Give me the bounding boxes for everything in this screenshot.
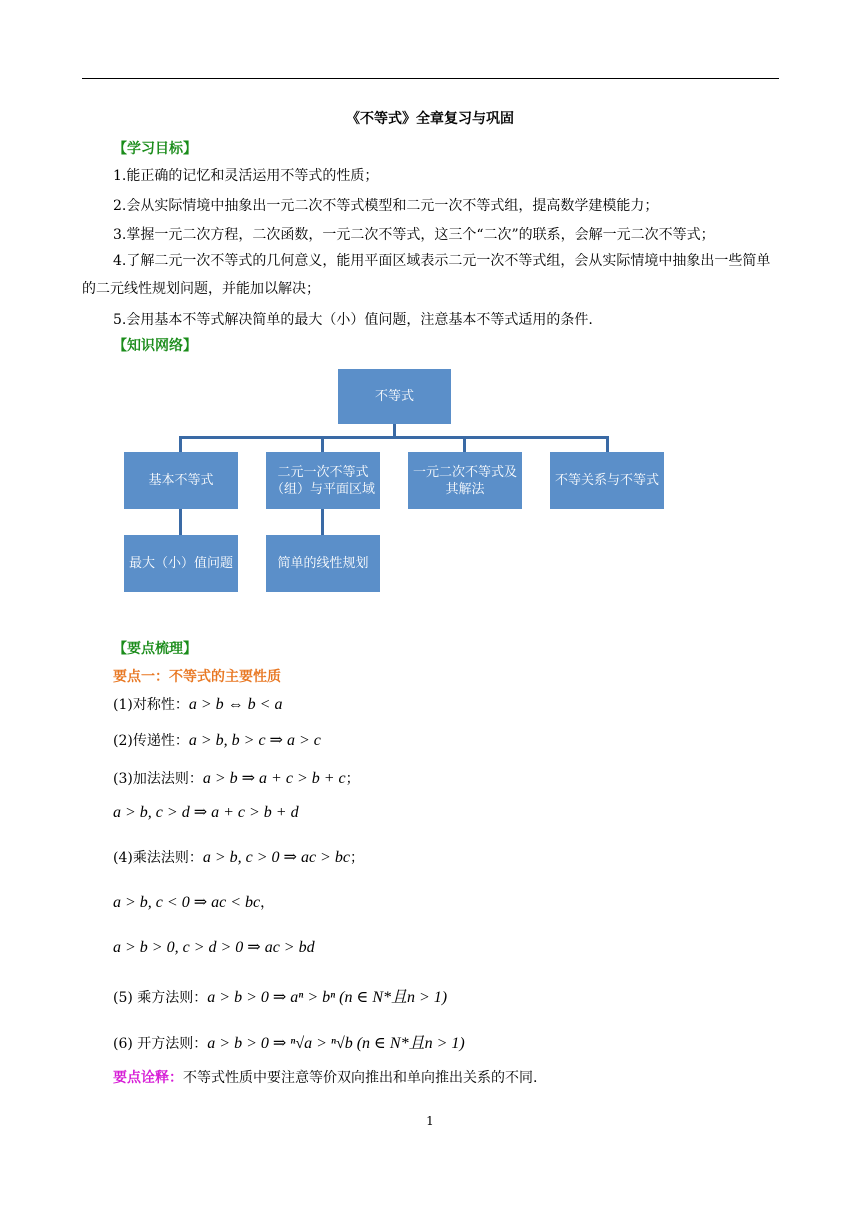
goal-5: 5.会用基本不等式解决简单的最大（小）值问题，注意基本不等式适用的条件. <box>113 312 593 328</box>
prop-1 <box>113 694 282 714</box>
connector-g2 <box>321 509 324 535</box>
prop-1-label: (1)对称性： <box>113 697 189 713</box>
prop-4b <box>113 892 274 912</box>
connector-c4 <box>606 436 609 453</box>
section-goals-heading: 【学习目标】 <box>113 141 197 157</box>
prop-4-label: (4)乘法法则： <box>113 850 203 866</box>
node-inequality-relation: 不等关系与不等式 <box>550 452 664 509</box>
node-linear-programming: 简单的线性规划 <box>266 535 380 592</box>
prop-4-formula: a > b, c > 0 ⇒ ac > bc <box>202 849 350 866</box>
prop-3 <box>113 768 360 788</box>
goal-2: 2.会从实际情境中抽象出一元二次不等式模型和二元一次不等式组，提高数学建模能力； <box>113 198 659 214</box>
prop-3-label: (3)加法法则： <box>113 771 203 787</box>
point-1-title: 要点一：不等式的主要性质 <box>113 669 281 685</box>
connector-g1 <box>179 509 182 535</box>
prop-3b <box>113 802 299 822</box>
prop-2-label: (2)传递性： <box>113 733 189 749</box>
prop-5-formula: a > b > 0 ⇒ aⁿ > bⁿ (n ∈ N*且n > 1) <box>207 989 448 1006</box>
prop-2 <box>113 730 321 750</box>
prop-4b-formula: a > b, c < 0 ⇒ ac < bc <box>113 894 261 911</box>
node-max-min-problem: 最大（小）值问题 <box>124 535 238 592</box>
prop-4c-formula: a > b > 0, c > d > 0 ⇒ ac > bd <box>113 939 315 956</box>
prop-6 <box>113 1030 465 1053</box>
connector-c2 <box>321 436 324 453</box>
header-rule <box>82 78 779 79</box>
prop-2-formula: a > b, b > c ⇒ a > c <box>188 732 321 749</box>
connector-bar <box>179 436 609 439</box>
note-label: 要点诠释： <box>113 1070 183 1086</box>
prop-6-formula: a > b > 0 ⇒ ⁿ√a > ⁿ√b (n ∈ N*且n > 1) <box>207 1035 465 1052</box>
node-root: 不等式 <box>338 369 451 424</box>
page-number: 1 <box>426 1114 434 1128</box>
goal-3: 3.掌握一元二次方程，二次函数，一元二次不等式，这三个“二次”的联系，会解一元二次不等式； <box>113 227 715 243</box>
goal-1: 1.能正确的记忆和灵活运用不等式的性质； <box>113 168 379 184</box>
prop-3-formula: a > b ⇒ a + c > b + c <box>202 770 346 787</box>
prop-5-label: (5) 乘方法则： <box>113 990 208 1006</box>
prop-4 <box>113 847 364 867</box>
page-title: 《不等式》全章复习与巩固 <box>346 111 514 127</box>
section-network-heading: 【知识网络】 <box>113 338 197 354</box>
prop-6-label: (6) 开方法则： <box>113 1036 208 1052</box>
prop-4b-end: ， <box>260 895 275 911</box>
node-basic-inequality: 基本不等式 <box>124 452 238 509</box>
prop-3b-formula: a > b, c > d ⇒ a + c > b + d <box>113 804 299 821</box>
goal-4: 4.了解二元一次不等式的几何意义，能用平面区域表示二元一次不等式组，会从实际情境中抽象出一些简单的二元线性规划问题，并能加以解决； <box>82 253 771 297</box>
prop-4c <box>113 937 315 957</box>
node-quadratic-inequality: 一元二次不等式及其解法 <box>408 452 522 509</box>
node-linear-inequality-region: 二元一次不等式（组）与平面区域 <box>266 452 380 509</box>
prop-5 <box>113 984 447 1007</box>
note-text: 不等式性质中要注意等价双向推出和单向推出关系的不同. <box>183 1070 538 1086</box>
prop-1-formula: a > b ⇔ b < a <box>188 696 283 713</box>
section-points-heading: 【要点梳理】 <box>113 641 197 657</box>
prop-3-end: ； <box>345 771 360 787</box>
connector-c3 <box>463 436 466 453</box>
connector-c1 <box>179 436 182 453</box>
prop-4-end: ； <box>349 850 364 866</box>
note <box>113 1067 537 1087</box>
